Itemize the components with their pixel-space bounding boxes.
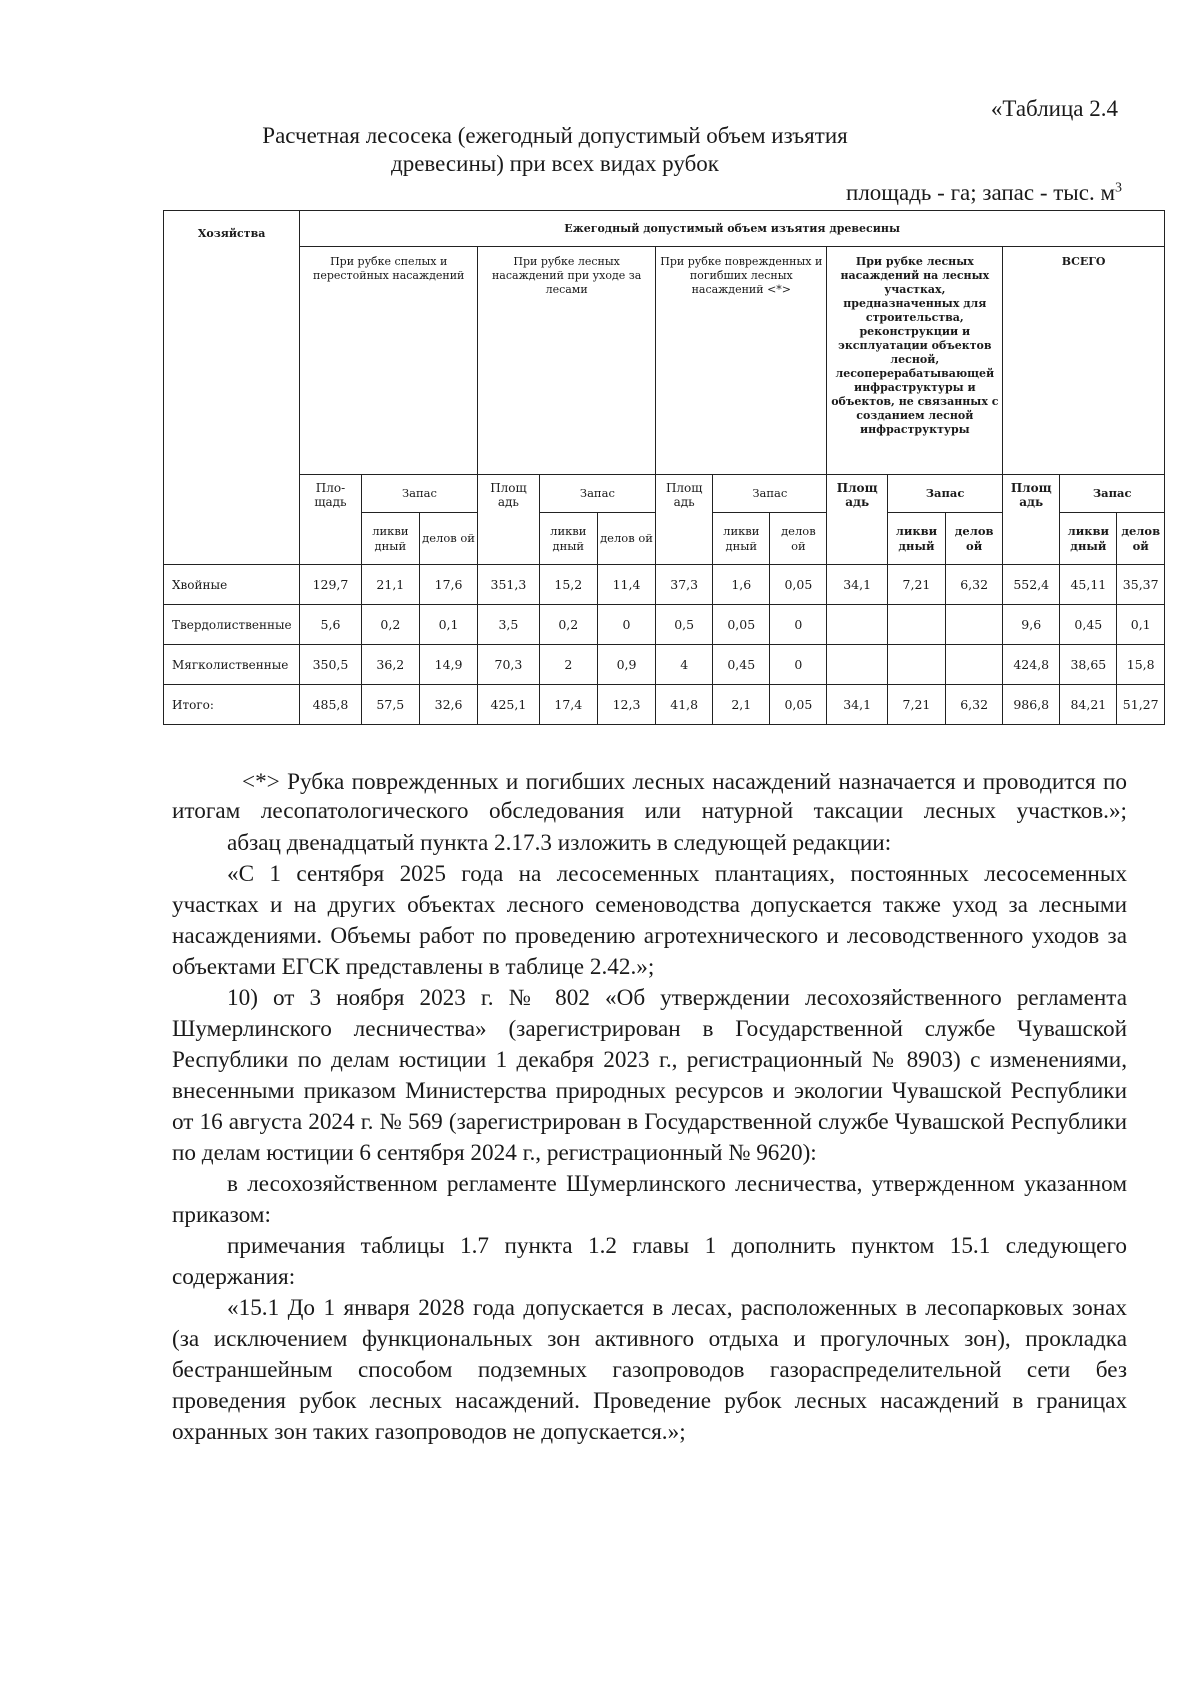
table-cell: 0 (770, 645, 827, 685)
table-cell (887, 645, 945, 685)
table-cell: 9,6 (1003, 605, 1060, 645)
table-title-line1: Расчетная лесосека (ежегодный допустимый объем изъятия (262, 123, 848, 148)
paragraph-4: в лесохозяйственном регламенте Шумерлинского лесничества, утвержденном указанном приказом: (172, 1171, 1127, 1228)
liquid-header: ликви дный (713, 513, 770, 565)
table-cell: 0,2 (361, 605, 419, 645)
liquid-header: ликви дный (539, 513, 597, 565)
table-cell: 7,21 (887, 685, 945, 725)
business-header: делов ой (1117, 513, 1165, 565)
liquid-header: ликви дный (887, 513, 945, 565)
table-cell: 129,7 (300, 565, 362, 605)
paragraph-2: «С 1 сентября 2025 года на лесосеменных плантациях, постоянных лесосеменных участках и на других объектах лесного семеноводства допускается также уход за лесными насаждениями. Объемы работ по проведению агротехнического и лесоводственного уходов за объектами ЕГСК представлены в таблице 2.42.»; (172, 861, 1127, 980)
area-header: Пло-щадь (300, 475, 362, 565)
area-header: Площ адь (656, 475, 713, 565)
table-row (164, 565, 1165, 605)
table-cell: 425,1 (478, 685, 540, 725)
table-label: «Таблица 2.4 (990, 96, 1118, 121)
table-cell: 350,5 (300, 645, 362, 685)
group-header-construction: При рубке лесных насаждений на лесных участках, предназначенных для строительства, реконструкции и эксплуатации объектов лесной, лесоперерабатывающей инфраструктуры и объектов, не связанных с созданием лесной инфраструктуры (827, 247, 1003, 475)
liquid-header: ликви дный (1060, 513, 1117, 565)
table-cell: 38,65 (1060, 645, 1117, 685)
table-cell: 0,2 (539, 605, 597, 645)
table-cell: 485,8 (300, 685, 362, 725)
table-cell: 424,8 (1003, 645, 1060, 685)
table-cell: 12,3 (597, 685, 655, 725)
table-cell: 0,05 (770, 565, 827, 605)
table-cell: 2,1 (713, 685, 770, 725)
table-cell: 3,5 (478, 605, 540, 645)
table-cell: 41,8 (656, 685, 713, 725)
table-row (164, 605, 1165, 645)
table-cell (887, 605, 945, 645)
table-cell: 21,1 (361, 565, 419, 605)
paragraph-1: абзац двенадцатый пункта 2.17.3 изложить в следующей редакции: (227, 830, 892, 856)
table-cell: 14,9 (419, 645, 477, 685)
paragraph-5: примечания таблицы 1.7 пункта 1.2 главы 1 дополнить пунктом 15.1 следующего содержания: (172, 1233, 1127, 1290)
stock-header: Запас (713, 475, 827, 513)
table-cell (946, 645, 1003, 685)
area-header: Площ адь (827, 475, 887, 565)
table-units (846, 180, 1122, 206)
paragraph-3: 10) от 3 ноября 2023 г. № 802 «Об утверждении лесохозяйственного регламента Шумерлинского лесничества» (зарегистрирован в Государственной службе Чувашской Республики по делам юстиции 1 декабря 2023 г., регистрационный № 8903) с изменениями, внесенными приказом Министерства природных ресурсов и экологии Чувашской Республики от 16 августа 2024 г. № 569 (зарегистрирован в Государственной службе Чувашской Республики по делам юстиции 6 сентября 2024 г., регистрационный № 9620): (172, 985, 1127, 1166)
col-farm-header: Хозяйства (164, 211, 300, 565)
table-cell: 351,3 (478, 565, 540, 605)
row-name: Итого: (164, 685, 300, 725)
table-cell: 0,1 (1117, 605, 1165, 645)
units-text: площадь - га; запас - тыс. м (846, 180, 1115, 205)
table-cell: 34,1 (827, 685, 887, 725)
business-header: делов ой (946, 513, 1003, 565)
liquid-header: ликви дный (361, 513, 419, 565)
units-superscript: 3 (1115, 180, 1122, 196)
stock-header: Запас (361, 475, 477, 513)
table-cell: 15,8 (1117, 645, 1165, 685)
stock-header: Запас (539, 475, 655, 513)
table-cell (946, 605, 1003, 645)
col-group-header: Ежегодный допустимый объем изъятия древесины (300, 211, 1165, 247)
table-cell: 70,3 (478, 645, 540, 685)
table-cell: 2 (539, 645, 597, 685)
table-cell: 45,11 (1060, 565, 1117, 605)
table-cell: 17,6 (419, 565, 477, 605)
table-cell: 552,4 (1003, 565, 1060, 605)
table-cell: 7,21 (887, 565, 945, 605)
paragraph-6: «15.1 До 1 января 2028 года допускается в лесах, расположенных в лесопарковых зонах (за исключением функциональных зон активного отдыха и прогулочных зон), прокладка бестраншейным способом подземных газопроводов газораспределительной сети без проведения рубок лесных насаждений. Проведение рубок лесных насаждений в границах охранных зон таких газопроводов не допускается.»; (172, 1295, 1127, 1445)
table-cell: 986,8 (1003, 685, 1060, 725)
footnote: <*> Рубка поврежденных и погибших лесных насаждений назначается и проводится по итогам лесопатологического обследования или натурной таксации лесных участков.»; (172, 769, 1127, 824)
table-cell: 0 (770, 605, 827, 645)
table-cell: 15,2 (539, 565, 597, 605)
table-cell: 11,4 (597, 565, 655, 605)
business-header: делов ой (597, 513, 655, 565)
table-cell: 1,6 (713, 565, 770, 605)
table-cell (827, 645, 887, 685)
stock-header: Запас (1060, 475, 1165, 513)
table-row (164, 645, 1165, 685)
business-header: делов ой (419, 513, 477, 565)
table-cell: 0,05 (770, 685, 827, 725)
business-header: делов ой (770, 513, 827, 565)
table-cell: 4 (656, 645, 713, 685)
row-name: Твердолиственные (164, 605, 300, 645)
table-cell: 37,3 (656, 565, 713, 605)
table-cell: 0,1 (419, 605, 477, 645)
table-cell: 34,1 (827, 565, 887, 605)
group-header-care: При рубке лесных насаждений при уходе за лесами (478, 247, 656, 475)
table-cell: 51,27 (1117, 685, 1165, 725)
table-cell: 84,21 (1060, 685, 1117, 725)
table-cell: 36,2 (361, 645, 419, 685)
area-header: Площ адь (478, 475, 540, 565)
table-cell: 17,4 (539, 685, 597, 725)
table-cell: 0,5 (656, 605, 713, 645)
table-cell: 35,37 (1117, 565, 1165, 605)
table-cell: 0 (597, 605, 655, 645)
table-cell: 6,32 (946, 685, 1003, 725)
group-header-damaged: При рубке поврежденных и погибших лесных насаждений <*> (656, 247, 827, 475)
table-cell: 57,5 (361, 685, 419, 725)
area-header: Площ адь (1003, 475, 1060, 565)
row-name: Хвойные (164, 565, 300, 605)
table-cell: 32,6 (419, 685, 477, 725)
table-cell: 0,45 (1060, 605, 1117, 645)
table-cell: 6,32 (946, 565, 1003, 605)
stock-header: Запас (887, 475, 1002, 513)
group-header-total: ВСЕГО (1003, 247, 1165, 475)
table-title-line2: древесины) при всех видах рубок (391, 151, 719, 176)
row-name: Мягколиственные (164, 645, 300, 685)
table-cell: 0,9 (597, 645, 655, 685)
table-body (164, 565, 1165, 725)
group-header-mature: При рубке спелых и перестойных насаждений (300, 247, 478, 475)
table-cell: 5,6 (300, 605, 362, 645)
table-cell: 0,45 (713, 645, 770, 685)
allowable-cut-table (163, 210, 1165, 725)
body-text (172, 768, 1127, 1448)
table-cell (827, 605, 887, 645)
table-row (164, 685, 1165, 725)
table-cell: 0,05 (713, 605, 770, 645)
